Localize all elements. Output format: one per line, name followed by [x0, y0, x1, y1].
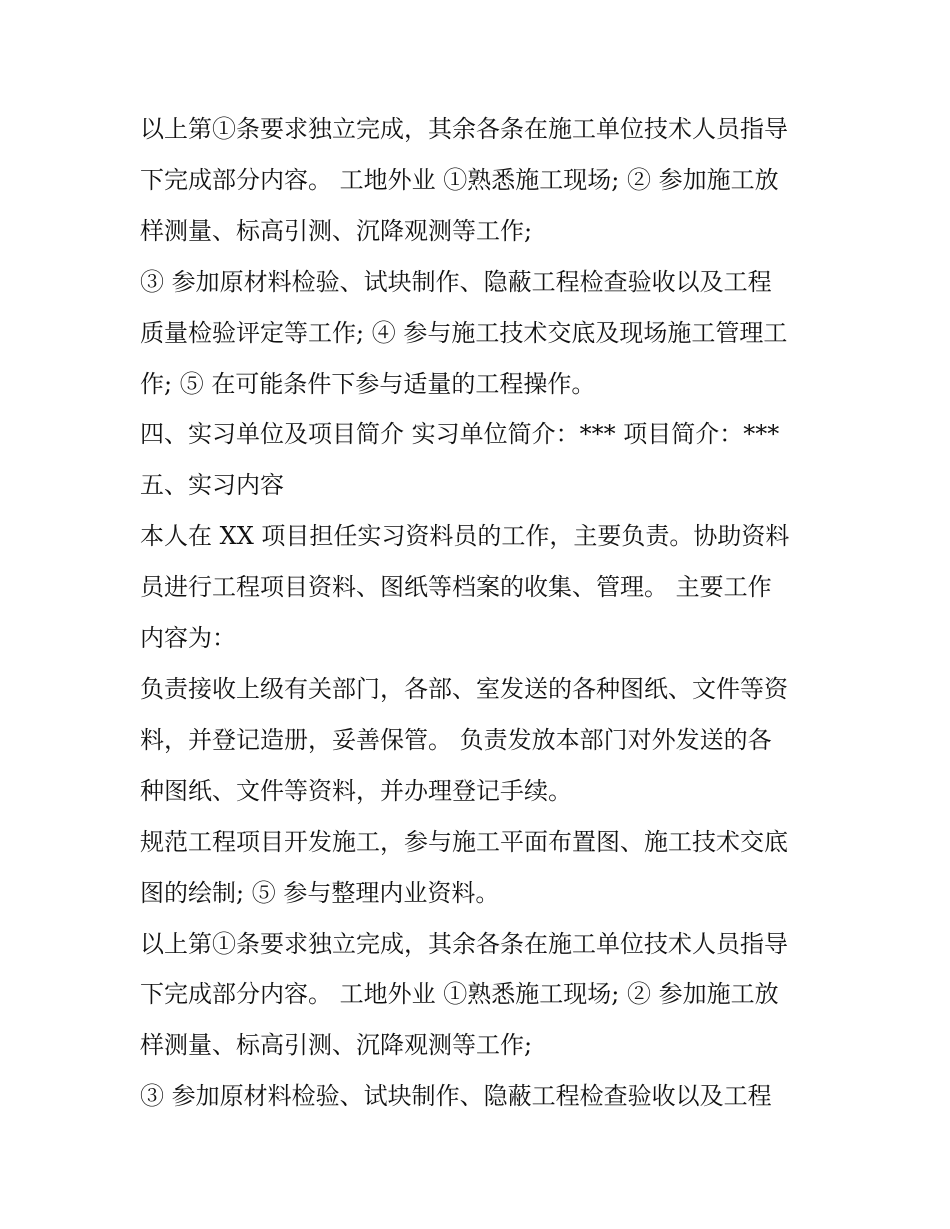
- text-line: 本人在 XX 项目担任实习资料员的工作，主要负责。协助资料: [140, 522, 790, 551]
- paragraph-2: [140, 257, 820, 410]
- text-line: 作; ⑤ 在可能条件下参与适量的工程操作。: [140, 369, 596, 398]
- text-line: 样测量、标高引测、沉降观测等工作;: [140, 216, 533, 245]
- text-line: 样测量、标高引测、沉降观测等工作;: [140, 1031, 533, 1060]
- text-line: 内容为：: [140, 624, 236, 653]
- text-line: 料，并登记造册，妥善保管。 负责发放本部门对外发送的各: [140, 725, 772, 754]
- text-line: 下完成部分内容。 工地外业 ①熟悉施工现场; ② 参加施工放: [140, 980, 779, 1009]
- text-line: 四、实习单位及项目简介 实习单位简介：*** 项目简介：***: [140, 420, 780, 449]
- text-line: 负责接收上级有关部门，各部、室发送的各种图纸、文件等资: [140, 674, 788, 703]
- paragraph-6: [140, 919, 820, 1072]
- text-line: 图的绘制; ⑤ 参与整理内业资料。: [140, 878, 500, 907]
- text-line: ③ 参加原材料检验、试块制作、隐蔽工程检查验收以及工程: [140, 267, 772, 296]
- text-line: 员进行工程项目资料、图纸等档案的收集、管理。 主要工作: [140, 573, 772, 602]
- section-heading-4: [140, 409, 820, 460]
- paragraph-5: [140, 817, 820, 919]
- text-line: 五、实习内容: [140, 471, 284, 500]
- document-page: [140, 104, 820, 1122]
- text-line: 以上第①条要求独立完成，其余各条在施工单位技术人员指导: [140, 929, 788, 958]
- text-line: 种图纸、文件等资料，并办理登记手续。: [140, 776, 572, 805]
- paragraph-7: [140, 1071, 820, 1122]
- text-line: ③ 参加原材料检验、试块制作、隐蔽工程检查验收以及工程: [140, 1082, 772, 1111]
- text-line: 规范工程项目开发施工，参与施工平面布置图、施工技术交底: [140, 827, 788, 856]
- paragraph-1: [140, 104, 820, 257]
- section-heading-5: [140, 460, 820, 511]
- text-line: 下完成部分内容。 工地外业 ①熟悉施工现场; ② 参加施工放: [140, 165, 779, 194]
- paragraph-3: [140, 511, 820, 664]
- text-line: 以上第①条要求独立完成，其余各条在施工单位技术人员指导: [140, 115, 788, 143]
- paragraph-4: [140, 664, 820, 817]
- text-line: 质量检验评定等工作; ④ 参与施工技术交底及现场施工管理工: [140, 318, 788, 347]
